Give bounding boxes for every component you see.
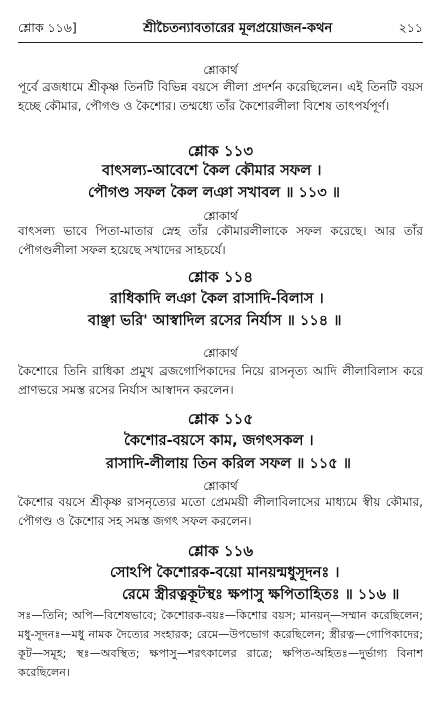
translation-label: শ্লোকার্থ [203,63,238,77]
verse-heading: শ্লোক ১১৫ [187,410,254,428]
verse-line: সোঽপি কৈশোরক-বয়ো মানয়ন্মধুসূদনঃ । [110,565,340,581]
header-verse-ref: শ্লোক ১১৬] [18,20,77,35]
verse-line: বাৎসল্য-আবেশে কৈল কৌমার সফল । [102,163,322,179]
verse-line: রাসাদি-লীলায় তিন করিল সফল ॥ ১১৫ ॥ [106,456,351,472]
translation-paragraph: পূর্বে ব্রজধামে শ্রীকৃষ্ণ তিনটি বিভিন্ন বয়সে লীলা প্রদর্শন করেছিলেন। এই তিনটি বয়স হচ্ছে কৌমার, পৌগণ্ড ও কৈশোর। তম্মধ্যে তাঁর কৈশোরলীলা বিশেষ তাৎপর্যপূর্ণ। [18,80,423,113]
word-for-word-synonyms: সঃ—তিনি; অপি—বিশেষভাবে; কৈশোরক-বয়ঃ—কিশোর বয়স; মানয়ন্—সম্মান করেছিলেন; মধু-সূদনঃ—মধু নামক দৈত্যের সংহারক; রেমে—উপভোগ করেছিলেন; স্ত্রীরত্ন—গোপিকাদের; কূট—সমূহ; স্থঃ—অবস্থিত; ক্ষপাসু—শরৎকালের রাত্রে; ক্ষপিত-অহিতঃ—দুর্ভাগ্য বিনাশ করেছিলেন। [18,609,423,679]
verse-heading: শ্লোক ১১৩ [187,142,254,160]
verse-heading: শ্লোক ১১৬ [187,542,254,560]
translation-label: শ্লোকার্থ [203,479,238,493]
translation-paragraph: বাৎসল্য ভাবে পিতা-মাতার স্নেহ তাঁর কৌমারলীলাকে সফল করেছে। আর তাঁর পৌগণ্ডলীলা সফল হয়েছে সখাদের সাহচর্যে। [18,224,423,257]
verse-heading: শ্লোক ১১৪ [187,268,254,286]
verse-line: পৌগণ্ড সফল কৈল লঞা সখাবল ॥ ১১৩ ॥ [88,185,340,201]
translation-label: শ্লোকার্থ [203,209,238,223]
translation-paragraph: কৈশোর বয়সে শ্রীকৃষ্ণ রাসনৃত্যের মতো প্রেমময়ী লীলাবিলাসের মাধ্যমে স্বীয় কৌমার, পৌগণ্ড ও কৈশোর সহ সমস্ত জগৎ সফল করলেন। [18,495,423,528]
verse-line: কৈশোর-বয়সে কাম, জগৎসকল । [124,433,314,449]
translation-label: শ্লোকার্থ [203,346,238,360]
verse-line: রাধিকাদি লঞা কৈল রাসাদি-বিলাস । [110,291,324,307]
translation-paragraph: কৈশোরে তিনি রাধিকা প্রমুখ ব্রজগোপিকাদের নিয়ে রাসনৃত্য আদি লীলাবিলাস করে প্রাণভরে সমস্ত রসের নির্যাস আস্বাদন করলেন। [18,364,423,397]
header-page-number: ২১১ [398,20,423,35]
running-header [18,18,423,43]
verse-line: বাঞ্ছা ভরি' আস্বাদিল রসের নির্যাস ॥ ১১৪ ॥ [88,313,342,329]
header-chapter-title: শ্রীচৈতন্যাবতারের মূলপ্রয়োজন-কথন [143,21,333,36]
verse-line: রেমে স্ত্রীরত্নকূটস্থঃ ক্ষপাসু ক্ষপিতাহিতঃ ॥ ১১৬ ॥ [122,587,400,603]
